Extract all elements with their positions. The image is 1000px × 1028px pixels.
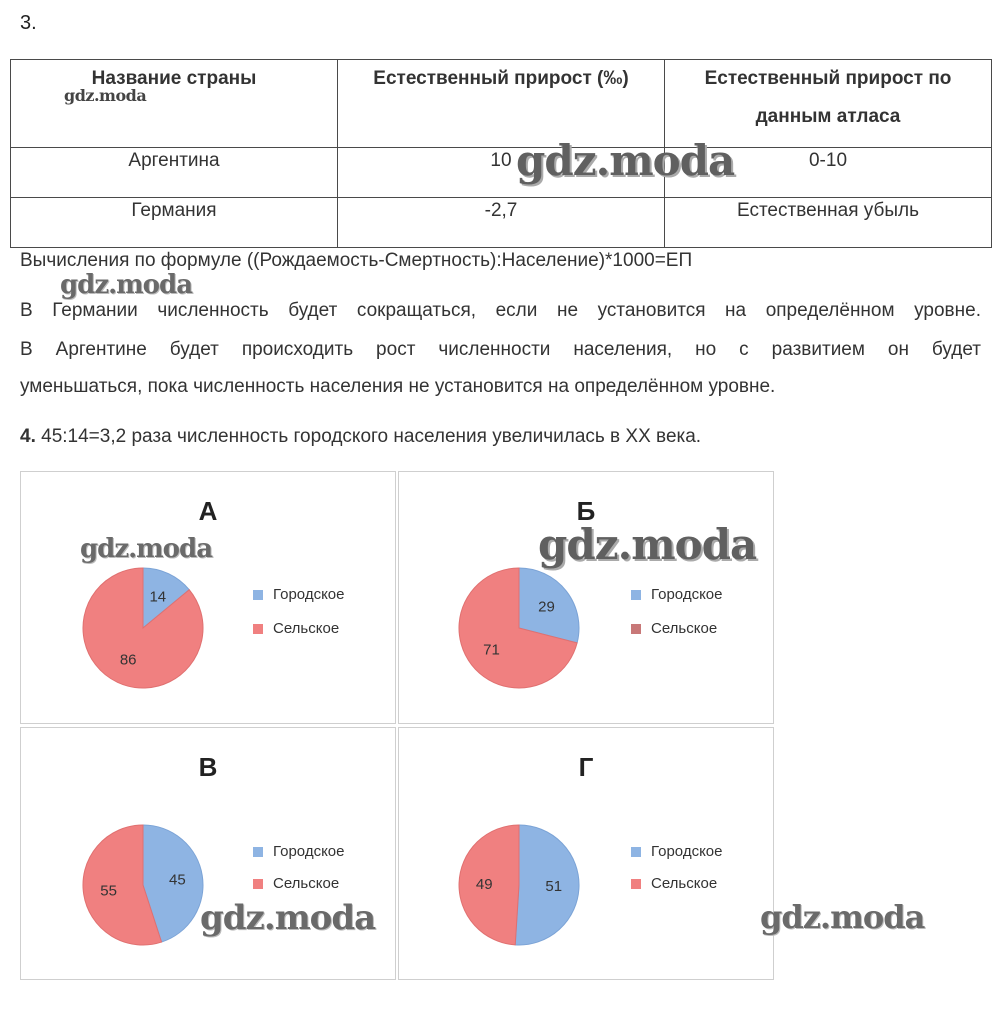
table-header-row: [11, 60, 992, 148]
chart-a: [20, 471, 396, 724]
table-cell-country: [11, 198, 338, 248]
pie-label-rural: 86: [119, 651, 137, 669]
cell-text: Германия: [131, 200, 217, 221]
table-header-country: [11, 60, 338, 148]
pie-chart: [449, 558, 589, 698]
table-row: [11, 198, 992, 248]
legend-swatch-urban: [253, 847, 263, 857]
table-cell-atlas: [665, 198, 992, 248]
pie-label-urban: 14: [149, 588, 167, 606]
legend-rural: [631, 875, 717, 892]
pie-label-rural: 55: [100, 882, 117, 900]
legend-swatch-urban: [631, 847, 641, 857]
watermark: gdz.moda: [538, 520, 757, 569]
chart-title: А: [198, 496, 218, 526]
section-4-number: 4.: [20, 426, 36, 447]
cell-text: 0-10: [808, 150, 848, 171]
pie-label-rural: 71: [483, 641, 500, 659]
cell-text: Естественная убыль: [736, 200, 920, 221]
legend-label: Сельское: [651, 875, 718, 892]
chart-title: Г: [578, 752, 594, 782]
pie-chart: [449, 815, 589, 955]
chart-v: [20, 727, 396, 980]
legend-label: Городское: [273, 586, 345, 603]
section-3-number: 3.: [20, 12, 37, 34]
section-4-text: [20, 426, 701, 448]
header-country-text: Название страны: [91, 68, 257, 89]
legend-swatch-rural: [631, 879, 641, 889]
watermark: gdz.moda: [80, 534, 213, 564]
watermark: gdz.moda: [760, 898, 925, 936]
population-growth-table: [10, 59, 992, 248]
watermark: gdz.moda: [200, 898, 376, 938]
argentina-text-line2: уменьшаться, пока численность населения не установится на определённом уровне.: [20, 376, 776, 397]
pie-label-urban: 29: [538, 598, 555, 616]
chart-b: [398, 471, 774, 724]
germany-text: В Германии численность будет сокращаться, если не установится на определённом уровне.: [20, 300, 981, 321]
header-atlas-text: Естественный прирост по данным атласа: [704, 68, 952, 127]
chart-g: [398, 727, 774, 980]
header-growth-text: Естественный прирост (‰): [373, 68, 629, 89]
pie-label-urban: 45: [169, 871, 186, 889]
table-header-growth: [338, 60, 665, 148]
pie-label-urban: 51: [545, 878, 563, 896]
pie-chart: [73, 558, 213, 698]
chart-title: В: [198, 752, 218, 782]
cell-text: Аргентина: [128, 150, 220, 171]
legend-label: Сельское: [273, 620, 340, 637]
legend-swatch-rural: [631, 624, 641, 634]
cell-text: -2,7: [484, 200, 518, 221]
section-4-body: 45:14=3,2 раза численность городского населения увеличилась в XX века.: [35, 426, 702, 447]
legend-label: Сельское: [273, 875, 340, 892]
legend-rural: [253, 875, 339, 892]
table-header-atlas: [665, 60, 992, 148]
legend-label: Городское: [273, 843, 345, 860]
legend-swatch-urban: [253, 590, 263, 600]
legend-swatch-rural: [253, 624, 263, 634]
legend-urban: [631, 586, 722, 603]
watermark: gdz.moda: [60, 270, 193, 300]
pie-chart: [73, 815, 213, 955]
legend-swatch-rural: [253, 879, 263, 889]
legend-rural: [631, 620, 717, 637]
legend-swatch-urban: [631, 590, 641, 600]
chart-title: Б: [576, 496, 596, 526]
legend-rural: [253, 620, 339, 637]
legend-urban: [253, 843, 344, 860]
legend-label: Сельское: [651, 620, 718, 637]
legend-label: Городское: [651, 843, 723, 860]
cell-text: 10: [490, 150, 512, 171]
table-cell-growth: [338, 198, 665, 248]
legend-urban: [631, 843, 722, 860]
table-cell-country: [11, 148, 338, 198]
argentina-text-line1: В Аргентине будет происходить рост численности населения, но с развитием он будет: [20, 339, 981, 360]
watermark: gdz.moda: [64, 86, 147, 105]
legend-urban: [253, 586, 344, 603]
pie-label-rural: 49: [475, 875, 493, 893]
watermark: gdz.moda: [516, 136, 735, 185]
legend-label: Городское: [651, 586, 723, 603]
formula-text: Вычисления по формуле ((Рождаемость-Смертность):Население)*1000=ЕП: [20, 250, 693, 271]
table-row: [11, 148, 992, 198]
